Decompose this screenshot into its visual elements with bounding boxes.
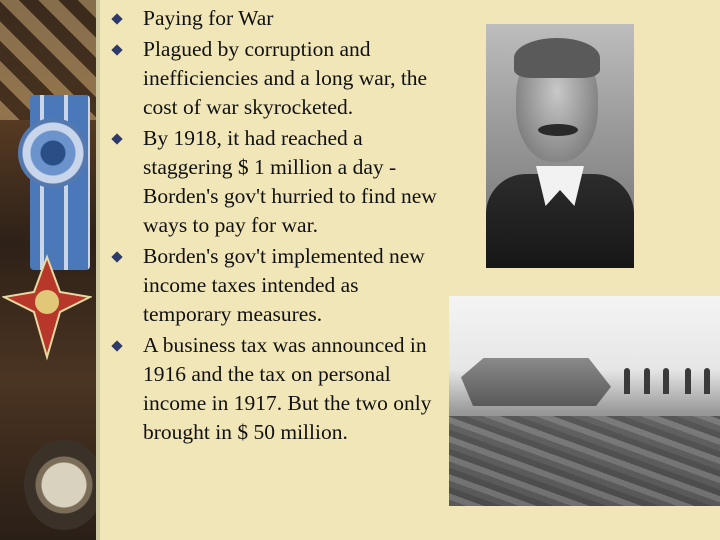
soldier-silhouette bbox=[685, 368, 691, 394]
bullet-text: Borden's gov't implemented new income taxes intended as temporary measures. bbox=[143, 244, 425, 326]
decorative-medal-strip bbox=[0, 0, 96, 540]
slide-body bbox=[108, 4, 448, 449]
portrait-hair bbox=[514, 38, 600, 78]
portrait-moustache bbox=[538, 124, 578, 136]
soldier-silhouette bbox=[663, 368, 669, 394]
battlefield-photo bbox=[449, 296, 720, 506]
compass-decoration bbox=[24, 440, 96, 530]
bullet-text: Paying for War bbox=[143, 6, 274, 30]
bullet-item bbox=[108, 4, 448, 33]
soldier-silhouette bbox=[644, 368, 650, 394]
bullet-item bbox=[108, 242, 448, 329]
strip-shadow bbox=[96, 0, 100, 540]
diamond-bullet-icon bbox=[111, 340, 122, 351]
diamond-bullet-icon bbox=[111, 251, 122, 262]
bullet-list bbox=[108, 4, 448, 447]
soldier-silhouette bbox=[704, 368, 710, 394]
soldier-silhouette bbox=[624, 368, 630, 394]
portrait-photo bbox=[486, 24, 634, 268]
battlefield-ground bbox=[449, 416, 720, 506]
bullet-text: Plagued by corruption and inefficiencies and a long war, the cost of war skyrocketed. bbox=[143, 37, 428, 119]
bullet-item bbox=[108, 124, 448, 240]
ribbon-rosette bbox=[18, 118, 88, 188]
medal-cross-icon bbox=[2, 252, 92, 362]
tank-shape bbox=[461, 358, 611, 406]
bullet-item bbox=[108, 331, 448, 447]
diamond-bullet-icon bbox=[111, 133, 122, 144]
diamond-bullet-icon bbox=[111, 44, 122, 55]
bullet-text: By 1918, it had reached a staggering $ 1 million a day - Borden's gov't hurried to find new ways to pay for war. bbox=[143, 126, 437, 237]
diamond-bullet-icon bbox=[111, 13, 122, 24]
bullet-text: A business tax was announced in 1916 and the tax on personal income in 1917. But the two only brought in $ 50 million. bbox=[143, 333, 432, 444]
bullet-item bbox=[108, 35, 448, 122]
